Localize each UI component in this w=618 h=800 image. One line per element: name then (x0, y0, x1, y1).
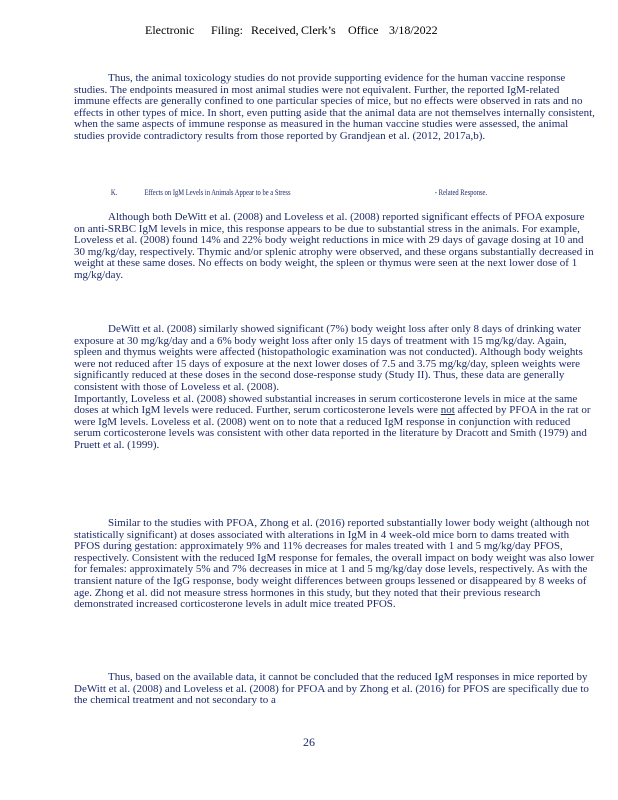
header-received: Received, (251, 23, 299, 37)
paragraph-5-text: Thus, based on the available data, it cannot be concluded that the reduced IgM responses in mice reported by DeWitt et al. (2008) and Loveless et al. (2008) for PFOA and by Zhong et al. (2016) for PFOS are specifically due to the chemical treatment and not secondary to a (74, 671, 589, 707)
header-office: Office (348, 23, 379, 37)
heading-text: Effects on IgM Levels in Animals Appear to be a Stress (144, 188, 291, 197)
paragraph-3b-start: Importantly, Loveless et al. (2008) showed substantial increases in serum corticosterone levels in mice at the same doses at which IgM levels were reduced. Further, serum corticosterone levels were (74, 392, 578, 417)
header-filing: Filing: (211, 23, 244, 37)
paragraph-1 (74, 73, 596, 143)
page-number: 26 (303, 735, 315, 749)
paragraph-4 (74, 518, 596, 611)
header-clerks: Clerk’s (301, 23, 336, 37)
paragraph-2 (74, 212, 596, 282)
paragraph-3a-text: DeWitt et al. (2008) similarly showed significant (7%) body weight loss after only 8 days of drinking water exposure at 30 mg/kg/day and a 6% body weight loss after only 15 days of treatment with 15 mg/kg/day. Again, spleen and thymus weights were affected (histopathologic examination was not conducted). Although body weights were not reduced after 15 days of exposure at the next lower doses of 7.5 and 3.75 mg/kg/day, spleen weights were significantly reduced at these doses in the second dose-response study (Study II). Thus, these data are generally consistent with those of Loveless et al. (2008). (74, 323, 583, 393)
paragraph-2-text: Although both DeWitt et al. (2008) and Loveless et al. (2008) reported significant effects of PFOA exposure on anti-SRBC IgM levels in mice, this response appears to be due to substantial stress in the animals. For example, Loveless et al. (2008) found 14% and 22% body weight reductions in mice with 29 days of gavage dosing at 10 and 30 mg/kg/day, respectively. Thymic and/or splenic atrophy were observed, and these organs substantially decreased in weight at these same doses. No effects on body weight, the spleen or thymus were seen at the next lower dose of 1 mg/kg/day. (74, 211, 594, 281)
paragraph-4-text: Similar to the studies with PFOA, Zhong et al. (2016) reported substantially lower body weight (although not statistically significant) at doses associated with alterations in IgM in 4 week-old mice born to dams treated with PFOS during gestation: approximately 9% and 11% decreases for males treated with 1 and 5 mg/kg/day PFOS, respectively. Consistent with the reduced IgM response for females, the overall impact on body weight was also lower for females: approximately 5% and 7% decreases in mice at 1 and 5 mg/kg/day dose levels, respectively. As with the transient nature of the IgG response, body weight differences between groups lessened or disappeared by 8 weeks of age. Zhong et al. did not measure stress hormones in this study, but they noted that their previous research demonstrated increased corticosterone levels in adult mice treated PFOS. (74, 517, 595, 611)
heading-label: K. (110, 188, 118, 197)
paragraph-3b-not: not (440, 404, 455, 417)
paragraph-3b-end: affected by PFOA in the rat or were IgM levels. Loveless et al. (2008) went on to note that a reduced IgM response in conjunction with reduced serum corticosterone levels was consistent with other data reported in the literature by Dracott and Smith (1979) and Pruett et al. (1999). (74, 404, 591, 451)
paragraph-3 (74, 324, 596, 452)
header-electronic: Electronic (145, 23, 195, 37)
paragraph-1-text: Thus, the animal toxicology studies do not provide supporting evidence for the human vaccine response studies. The endpoints measured in most animal studies were not equivalent. Further, the reported IgM-related immune effects are generally confined to one particular species of mice, but no effects were observed in rats and no effects in other types of mice. In short, even putting aside that the animal data are not themselves internally consistent, when the same aspects of immune response as measured in the human vaccine studies were assessed, the animal studies provide contradictory results from those reported by Grandjean et al. (2012, 2017a,b). (74, 72, 595, 142)
paragraph-5 (74, 672, 596, 707)
header-date: 3/18/2022 (389, 23, 438, 37)
heading-tail: - Related Response. (434, 188, 488, 197)
